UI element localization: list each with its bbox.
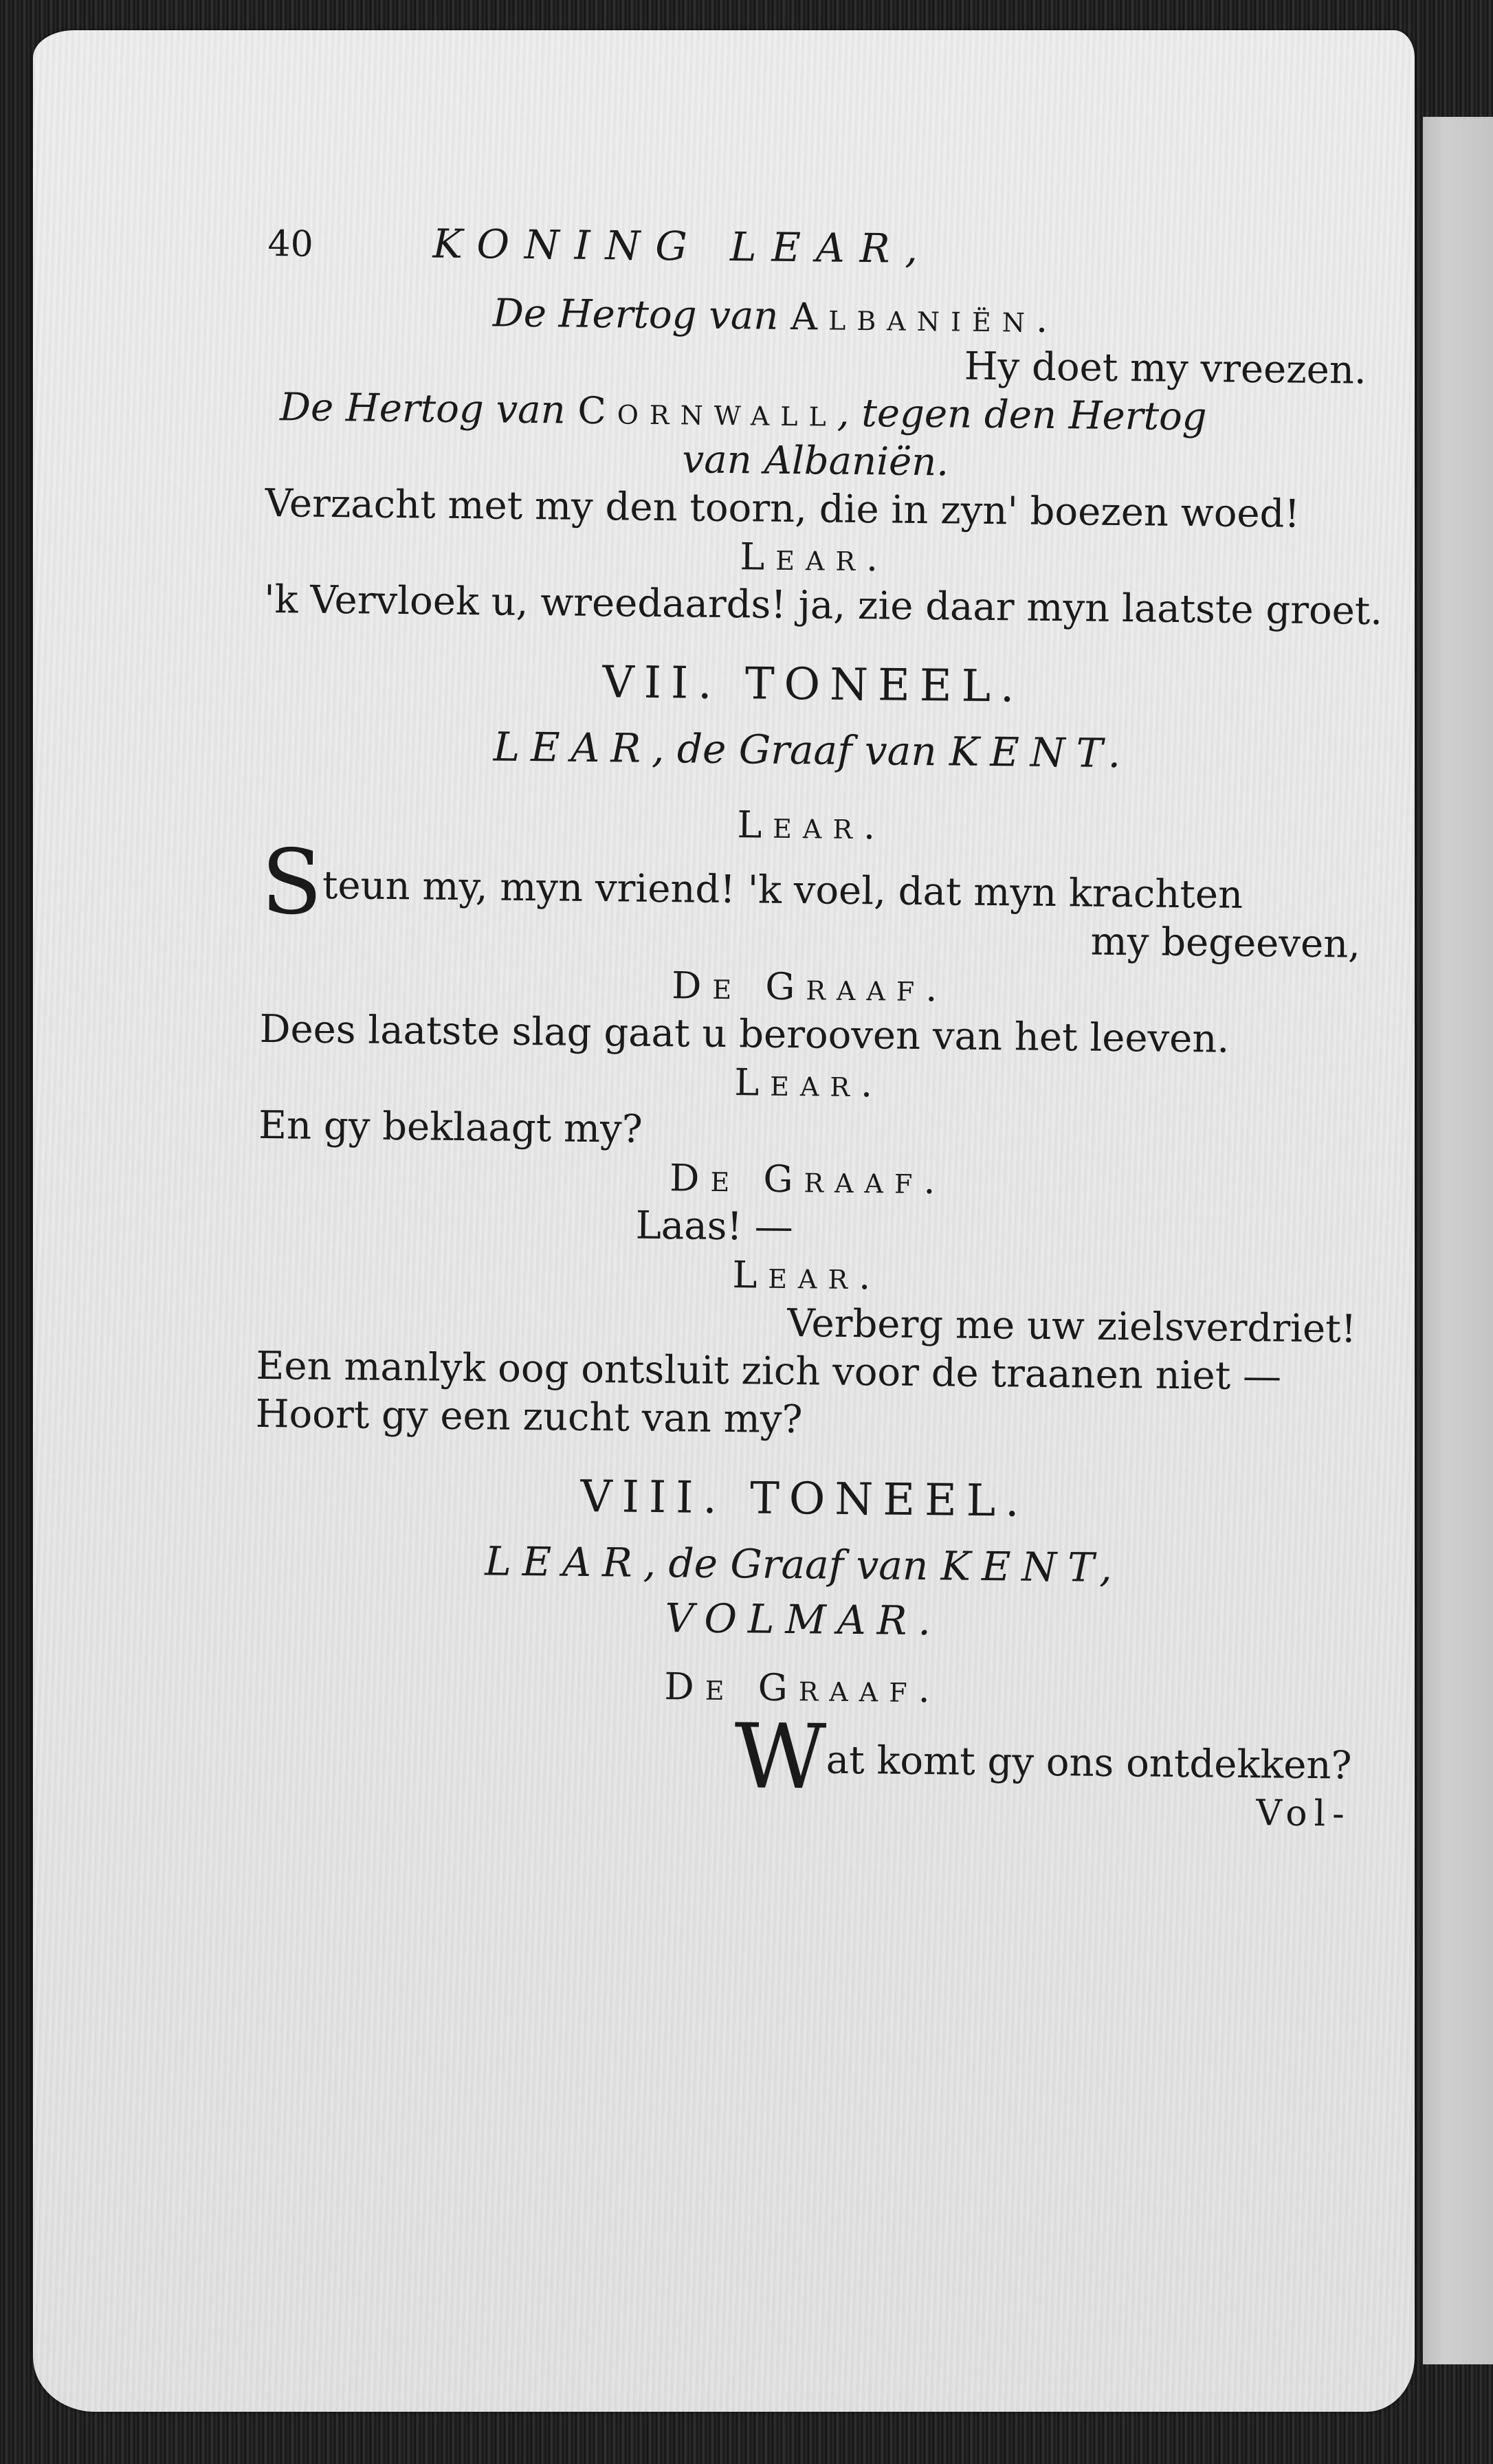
speaker-name: Lear. [732, 1253, 882, 1298]
scene-heading: VII. TONEEL. [602, 657, 1024, 713]
verse-line: my begeeven, [1090, 919, 1361, 967]
scene-heading: VIII. TONEEL. [580, 1471, 1029, 1527]
page-header [267, 219, 1368, 299]
verse-line: Steun my, myn vriend! 'k voel, dat myn krachten [261, 829, 1243, 935]
page-text [251, 219, 1383, 1839]
speaker-line: De Hertog van Albaniën. [492, 291, 1059, 342]
page-number: 40 [267, 223, 314, 265]
verse-line: Een manlyk oog ontsluit zich voor de traanen niet — [256, 1343, 1282, 1399]
speaker-name: Lear. [734, 1061, 884, 1106]
drop-cap: W [733, 1704, 827, 1810]
stage-direction: De Hertog van Cornwall, tegen den Hertog [279, 385, 1207, 440]
verse-line: Verberg me uw zielsverdriet! [786, 1300, 1357, 1352]
speaker-name: De Graaf. [671, 964, 949, 1010]
dramatis-personae: LEAR, de Graaf van KENT. [493, 723, 1132, 777]
verse-line: 'k Vervloek u, wreedaards! ja, zie daar myn laatste groet. [263, 577, 1383, 634]
speaker-name: Lear. [740, 535, 889, 580]
dramatis-personae: LEAR, de Graaf van KENT, [484, 1538, 1124, 1592]
verse-line: Hoort gy een zucht van my? [255, 1391, 803, 1443]
speaker-name: De Graaf. [664, 1665, 942, 1711]
verse-line: Hy doet my vreezen. [964, 344, 1367, 393]
adjacent-page-edge [1423, 117, 1493, 2364]
stage-direction: van Albaniën. [682, 437, 949, 485]
catchword: Vol- [1256, 1792, 1352, 1835]
speaker-name: De Graaf. [669, 1156, 947, 1203]
verse-line: Dees laatste slag gaat u berooven van het leeven. [259, 1006, 1230, 1062]
drop-cap: S [261, 829, 323, 935]
verse-line: Verzacht met my den toorn, die in zyn' boezen woed! [265, 480, 1301, 537]
speaker-name: Lear. [737, 803, 887, 848]
verse-line: Wat komt gy ons ontdekken? [733, 1704, 1352, 1810]
running-title: KONING LEAR, [432, 220, 933, 273]
dramatis-personae: VOLMAR. [665, 1595, 942, 1645]
verse-line: Laas! — [635, 1203, 794, 1250]
verse-line: En gy beklaagt my? [258, 1102, 643, 1152]
